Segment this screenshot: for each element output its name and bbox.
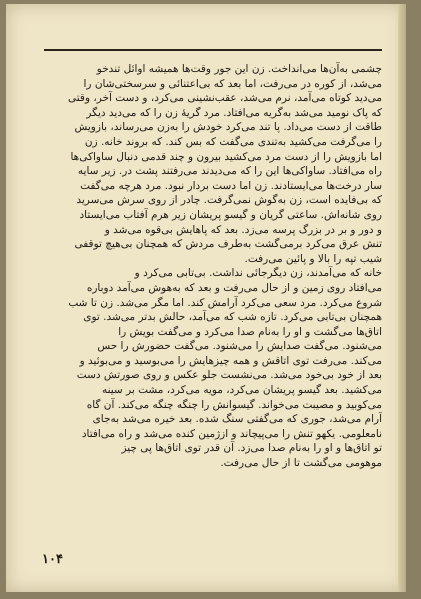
text-line: تنش عرق می‌کرد برمی‌گشت به‌طرف مردش که همچنان بی‌هیچ توقفی — [74, 238, 382, 251]
text-line: شروع می‌کرد. مرد سعی می‌کرد آرامش کند. اما مگر می‌شد. زن تا شب — [68, 296, 382, 309]
text-line: اما بازویش را از دست مرد می‌کشید بیرون و چند قدمی دنبال ساواکی‌ها — [70, 150, 382, 163]
text-line: تو اتاق‌ها و او را به‌نام صدا می‌زد. آن قدر توی اتاق‌ها پی چیز — [121, 442, 382, 455]
book-page — [6, 4, 406, 592]
text-line: می‌کشید. بعد گیسو پریشان می‌کرد، مویه می‌کرد، مشت بر سینه — [101, 384, 382, 397]
page-number: ۱۰۴ — [42, 552, 63, 567]
text-line: همچنان بی‌تابی می‌کرد. تازه شب که می‌آمد، حالش بدتر می‌شد. توی — [83, 311, 382, 324]
text-line: سار درخت‌ها می‌ایستادند. زن اما دست بردار نبود. مرد هرچه می‌گفت — [80, 179, 382, 192]
text-line: نامعلومی. یکهو تنش را می‌پیچاند و ازژمین کنده می‌شد و راه می‌افتاد — [81, 427, 382, 440]
text-line: خانه که می‌آمدند، زن دیگرجائی نداشت. بی‌تابی می‌کرد و — [134, 267, 382, 280]
text-line: چشمی به‌آن‌ها می‌انداخت. زن این جور وقت‌ها همیشه اوائل تندخو — [96, 63, 382, 75]
text-line: می‌کوبید و مصیبت می‌خواند. گیسوانش را چنگه چنگه می‌کند. آن گاه — [86, 398, 382, 411]
text-line: راه می‌افتاد. ساواکی‌ها این را که می‌دیدند می‌رفتند پشت در. زیر سایه — [77, 165, 382, 178]
header-rule — [44, 49, 382, 51]
text-line: می‌کند. می‌رفت توی اتاقش و همه چیزهایش را می‌بوسید و می‌بوئید و — [79, 354, 382, 367]
text-line: و دور و بر در بزرگ پرسه می‌زد. بعد که پاهایش بی‌قوه می‌شد و — [104, 223, 382, 236]
text-line: طاقت از دست می‌داد. پا تند می‌کرد خودش را به‌زن می‌رساند، بازویش — [74, 121, 382, 134]
text-line: را می‌گرفت می‌کشید به‌تندی می‌گفت که بس کند. که بروند خانه. زن — [84, 135, 382, 148]
text-line: بعد از خود بی‌خود می‌شد. می‌نشست جلو عکس و روی صورتش دست — [76, 369, 382, 382]
text-line: می‌شنود. می‌گفت صدایش را می‌شنود. می‌گفت حضورش را حس — [97, 340, 382, 353]
text-line: آرام می‌شد، جوری که می‌گفتی سنگ شده. بعد خیره می‌شد به‌جای — [92, 413, 382, 426]
text-line: می‌شد، از کوره در می‌رفت، اما بعد که بی‌اعتنائی و سرسختی‌شان را — [83, 77, 382, 90]
text-line: که بی‌فایده است، زن به‌گوش نمی‌گرفت. چادر از روی سرش می‌سرید — [76, 194, 382, 207]
text-line: اتاق‌ها می‌گشت و او را به‌نام صدا می‌کرد و می‌گفت بویش را — [118, 325, 382, 338]
text-line: که پاک نومید می‌شد به‌گریه می‌افتاد. مرد گریهٔ زن را که می‌دید دیگر — [86, 106, 382, 119]
body-text — [40, 62, 382, 552]
page-edge — [398, 4, 406, 592]
text-line: موهومی می‌گشت تا از حال می‌رفت. — [220, 457, 382, 470]
text-line: شیب تپه را بالا و پائین می‌رفت. — [244, 252, 382, 265]
text-line: می‌دید کوتاه می‌آمد، نرم می‌شد، عقب‌نشینی می‌کرد، و دست آخر، وقتی — [68, 92, 382, 105]
text-line: می‌افتاد روی زمین و از حال می‌رفت و بعد که به‌هوش می‌آمد دوباره — [86, 281, 382, 294]
text-line: روی شانه‌اش. ساعتی گریان و گیسو پریشان زیر هرم آفتاب می‌ایستاد — [79, 208, 382, 221]
